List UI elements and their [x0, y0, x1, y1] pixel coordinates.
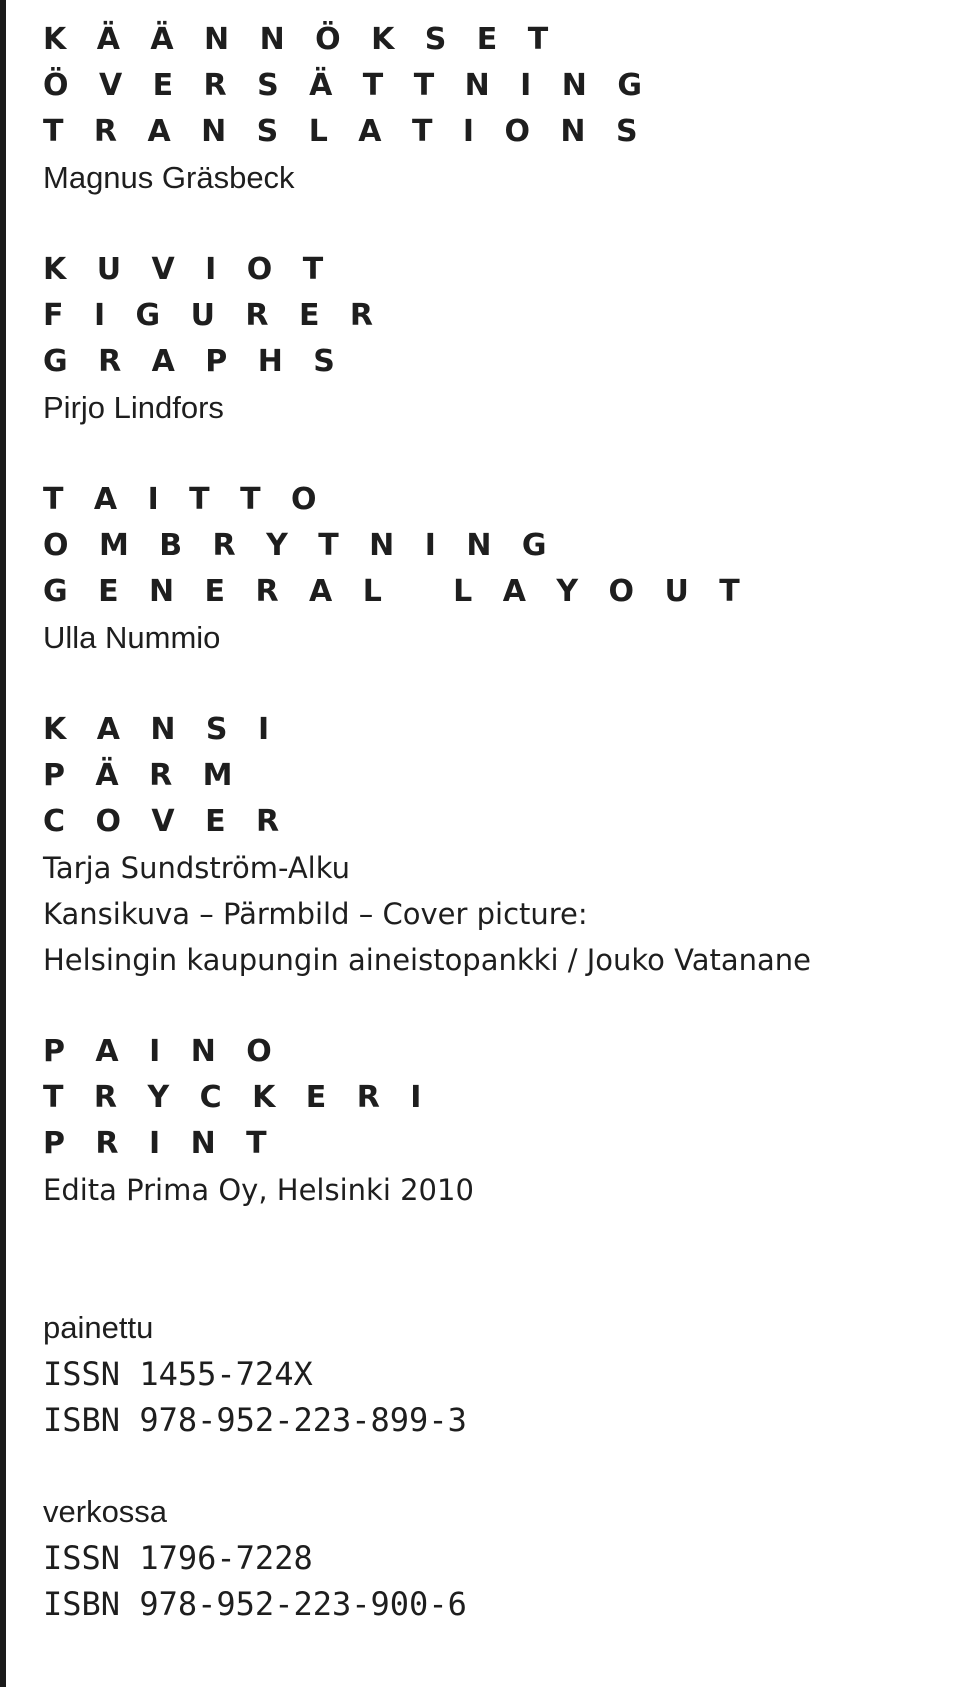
heading-swedish: F I G U R E R	[43, 298, 383, 333]
printer-name: Edita Prima Oy, Helsinki 2010	[43, 1173, 474, 1207]
cover-picture-label: Kansikuva – Pärmbild – Cover picture:	[43, 897, 588, 931]
printed-issn: ISSN 1455-724X	[43, 1355, 313, 1393]
heading-english: P R I N T	[43, 1126, 277, 1161]
heading-finnish: K A N S I	[43, 712, 280, 747]
online-issn: ISSN 1796-7228	[43, 1539, 313, 1577]
cover-section	[43, 707, 960, 983]
colophon-page	[43, 17, 960, 1673]
heading-finnish: P A I N O	[43, 1034, 282, 1069]
printed-label: painettu	[43, 1310, 154, 1345]
online-label: verkossa	[43, 1494, 168, 1529]
cover-designer-name: Tarja Sundström-Alku	[43, 851, 350, 885]
printed-isbn: ISBN 978-952-223-899-3	[43, 1401, 467, 1439]
layout-author-name: Ulla Nummio	[43, 620, 221, 655]
heading-finnish: K Ä Ä N N Ö K S E T	[43, 22, 559, 57]
layout-section	[43, 477, 960, 661]
online-identifiers	[43, 1489, 960, 1627]
online-isbn: ISBN 978-952-223-900-6	[43, 1585, 467, 1623]
left-margin-rule	[0, 0, 6, 1687]
heading-finnish: K U V I O T	[43, 252, 334, 287]
heading-english: T R A N S L A T I O N S	[43, 114, 648, 149]
heading-swedish: T R Y C K E R I	[43, 1080, 432, 1115]
graphs-author-name: Pirjo Lindfors	[43, 390, 224, 425]
heading-swedish: P Ä R M	[43, 758, 243, 793]
heading-english: G R A P H S	[43, 344, 345, 379]
graphs-section	[43, 247, 960, 431]
print-section	[43, 1029, 960, 1213]
heading-swedish: Ö V E R S Ä T T N I N G	[43, 68, 652, 103]
translations-section	[43, 17, 960, 201]
heading-english: C O V E R	[43, 804, 290, 839]
printed-identifiers	[43, 1305, 960, 1443]
cover-picture-credit: Helsingin kaupungin aineistopankki / Jouko Vatanane	[43, 943, 811, 977]
translator-name: Magnus Gräsbeck	[43, 160, 295, 195]
heading-finnish: T A I T T O	[43, 482, 327, 517]
heading-swedish: O M B R Y T N I N G	[43, 528, 557, 563]
heading-english: G E N E R A L L A Y O U T	[43, 574, 750, 609]
